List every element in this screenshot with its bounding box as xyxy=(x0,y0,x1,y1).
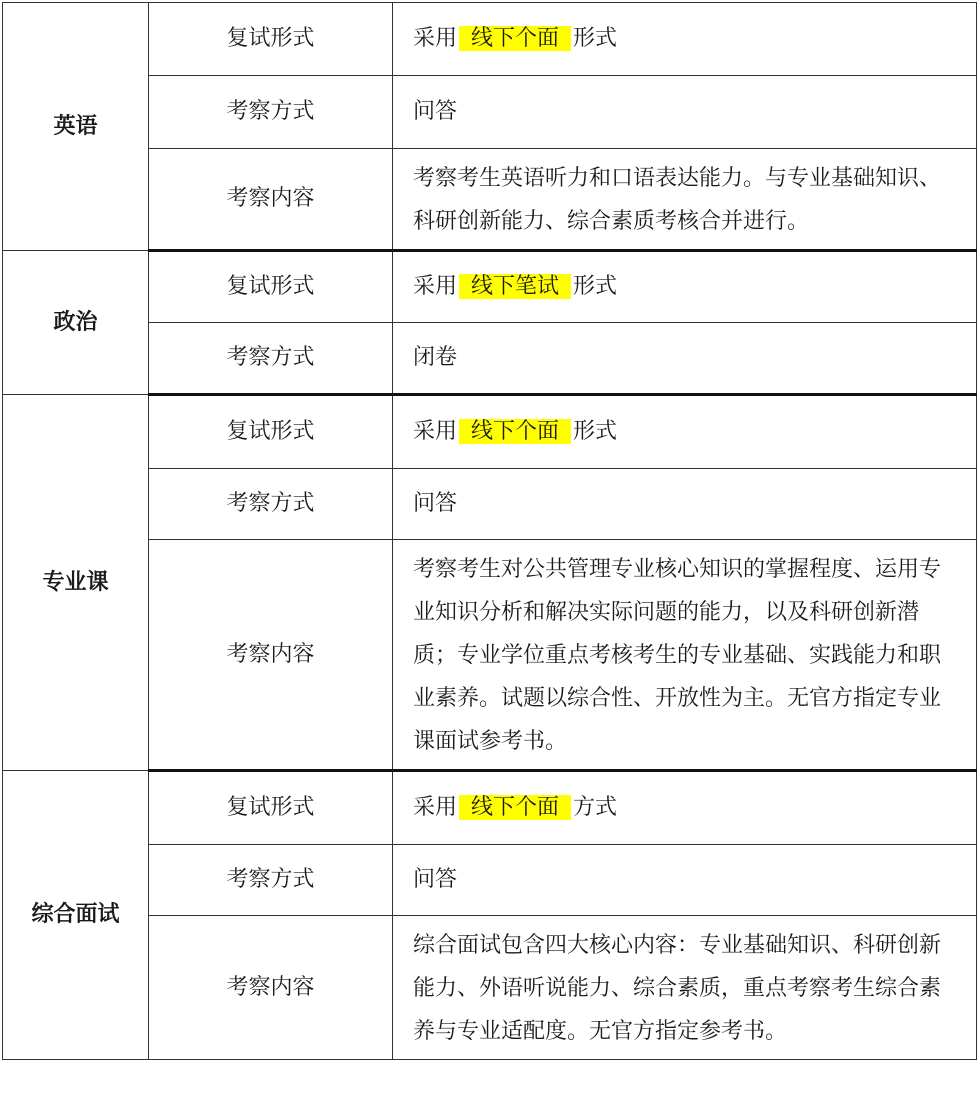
content-prefix: 采用 xyxy=(413,419,458,444)
exam-format-table xyxy=(2,2,977,1060)
subject-cell-politics: 政治 xyxy=(3,251,149,395)
content-cell: 问答 xyxy=(393,845,977,916)
row-label: 考察方式 xyxy=(149,76,393,149)
table-row xyxy=(3,469,977,540)
content-cell: 闭卷 xyxy=(393,323,977,395)
content-cell xyxy=(393,395,977,469)
subject-cell-major: 专业课 xyxy=(3,395,149,771)
highlighted-text: 线下个面 xyxy=(459,26,571,51)
content-suffix: 形式 xyxy=(573,274,618,299)
table-row xyxy=(3,916,977,1060)
row-label: 考察方式 xyxy=(149,845,393,916)
row-label: 复试形式 xyxy=(149,251,393,323)
table-row xyxy=(3,76,977,149)
row-label: 复试形式 xyxy=(149,395,393,469)
subject-cell-interview: 综合面试 xyxy=(3,771,149,1060)
row-label: 考察内容 xyxy=(149,916,393,1060)
highlighted-text: 线下个面 xyxy=(459,795,571,820)
content-suffix: 形式 xyxy=(573,419,618,444)
row-label: 考察方式 xyxy=(149,469,393,540)
content-cell: 问答 xyxy=(393,76,977,149)
table-row xyxy=(3,845,977,916)
content-prefix: 采用 xyxy=(413,795,458,820)
content-cell xyxy=(393,3,977,76)
subject-cell-english: 英语 xyxy=(3,3,149,251)
row-label: 复试形式 xyxy=(149,771,393,845)
highlighted-text: 线下笔试 xyxy=(459,274,571,299)
table-row xyxy=(3,3,977,76)
table-row xyxy=(3,323,977,395)
content-cell: 问答 xyxy=(393,469,977,540)
row-label: 考察内容 xyxy=(149,149,393,251)
highlighted-text: 线下个面 xyxy=(459,419,571,444)
table-row xyxy=(3,771,977,845)
content-cell xyxy=(393,771,977,845)
row-label: 复试形式 xyxy=(149,3,393,76)
content-suffix: 方式 xyxy=(573,795,618,820)
content-cell: 综合面试包含四大核心内容：专业基础知识、科研创新能力、外语听说能力、综合素质，重点考察考生综合素养与专业适配度。无官方指定参考书。 xyxy=(393,916,977,1060)
table-row xyxy=(3,540,977,771)
table-row xyxy=(3,251,977,323)
content-cell: 考察考生英语听力和口语表达能力。与专业基础知识、科研创新能力、综合素质考核合并进行。 xyxy=(393,149,977,251)
content-prefix: 采用 xyxy=(413,274,458,299)
content-cell xyxy=(393,251,977,323)
content-suffix: 形式 xyxy=(573,26,618,51)
content-cell: 考察考生对公共管理专业核心知识的掌握程度、运用专业知识分析和解决实际问题的能力，以及科研创新潜质；专业学位重点考核考生的专业基础、实践能力和职业素养。试题以综合性、开放性为主。无官方指定专业课面试参考书。 xyxy=(393,540,977,771)
row-label: 考察方式 xyxy=(149,323,393,395)
table-row xyxy=(3,149,977,251)
row-label: 考察内容 xyxy=(149,540,393,771)
content-prefix: 采用 xyxy=(413,26,458,51)
table-row xyxy=(3,395,977,469)
